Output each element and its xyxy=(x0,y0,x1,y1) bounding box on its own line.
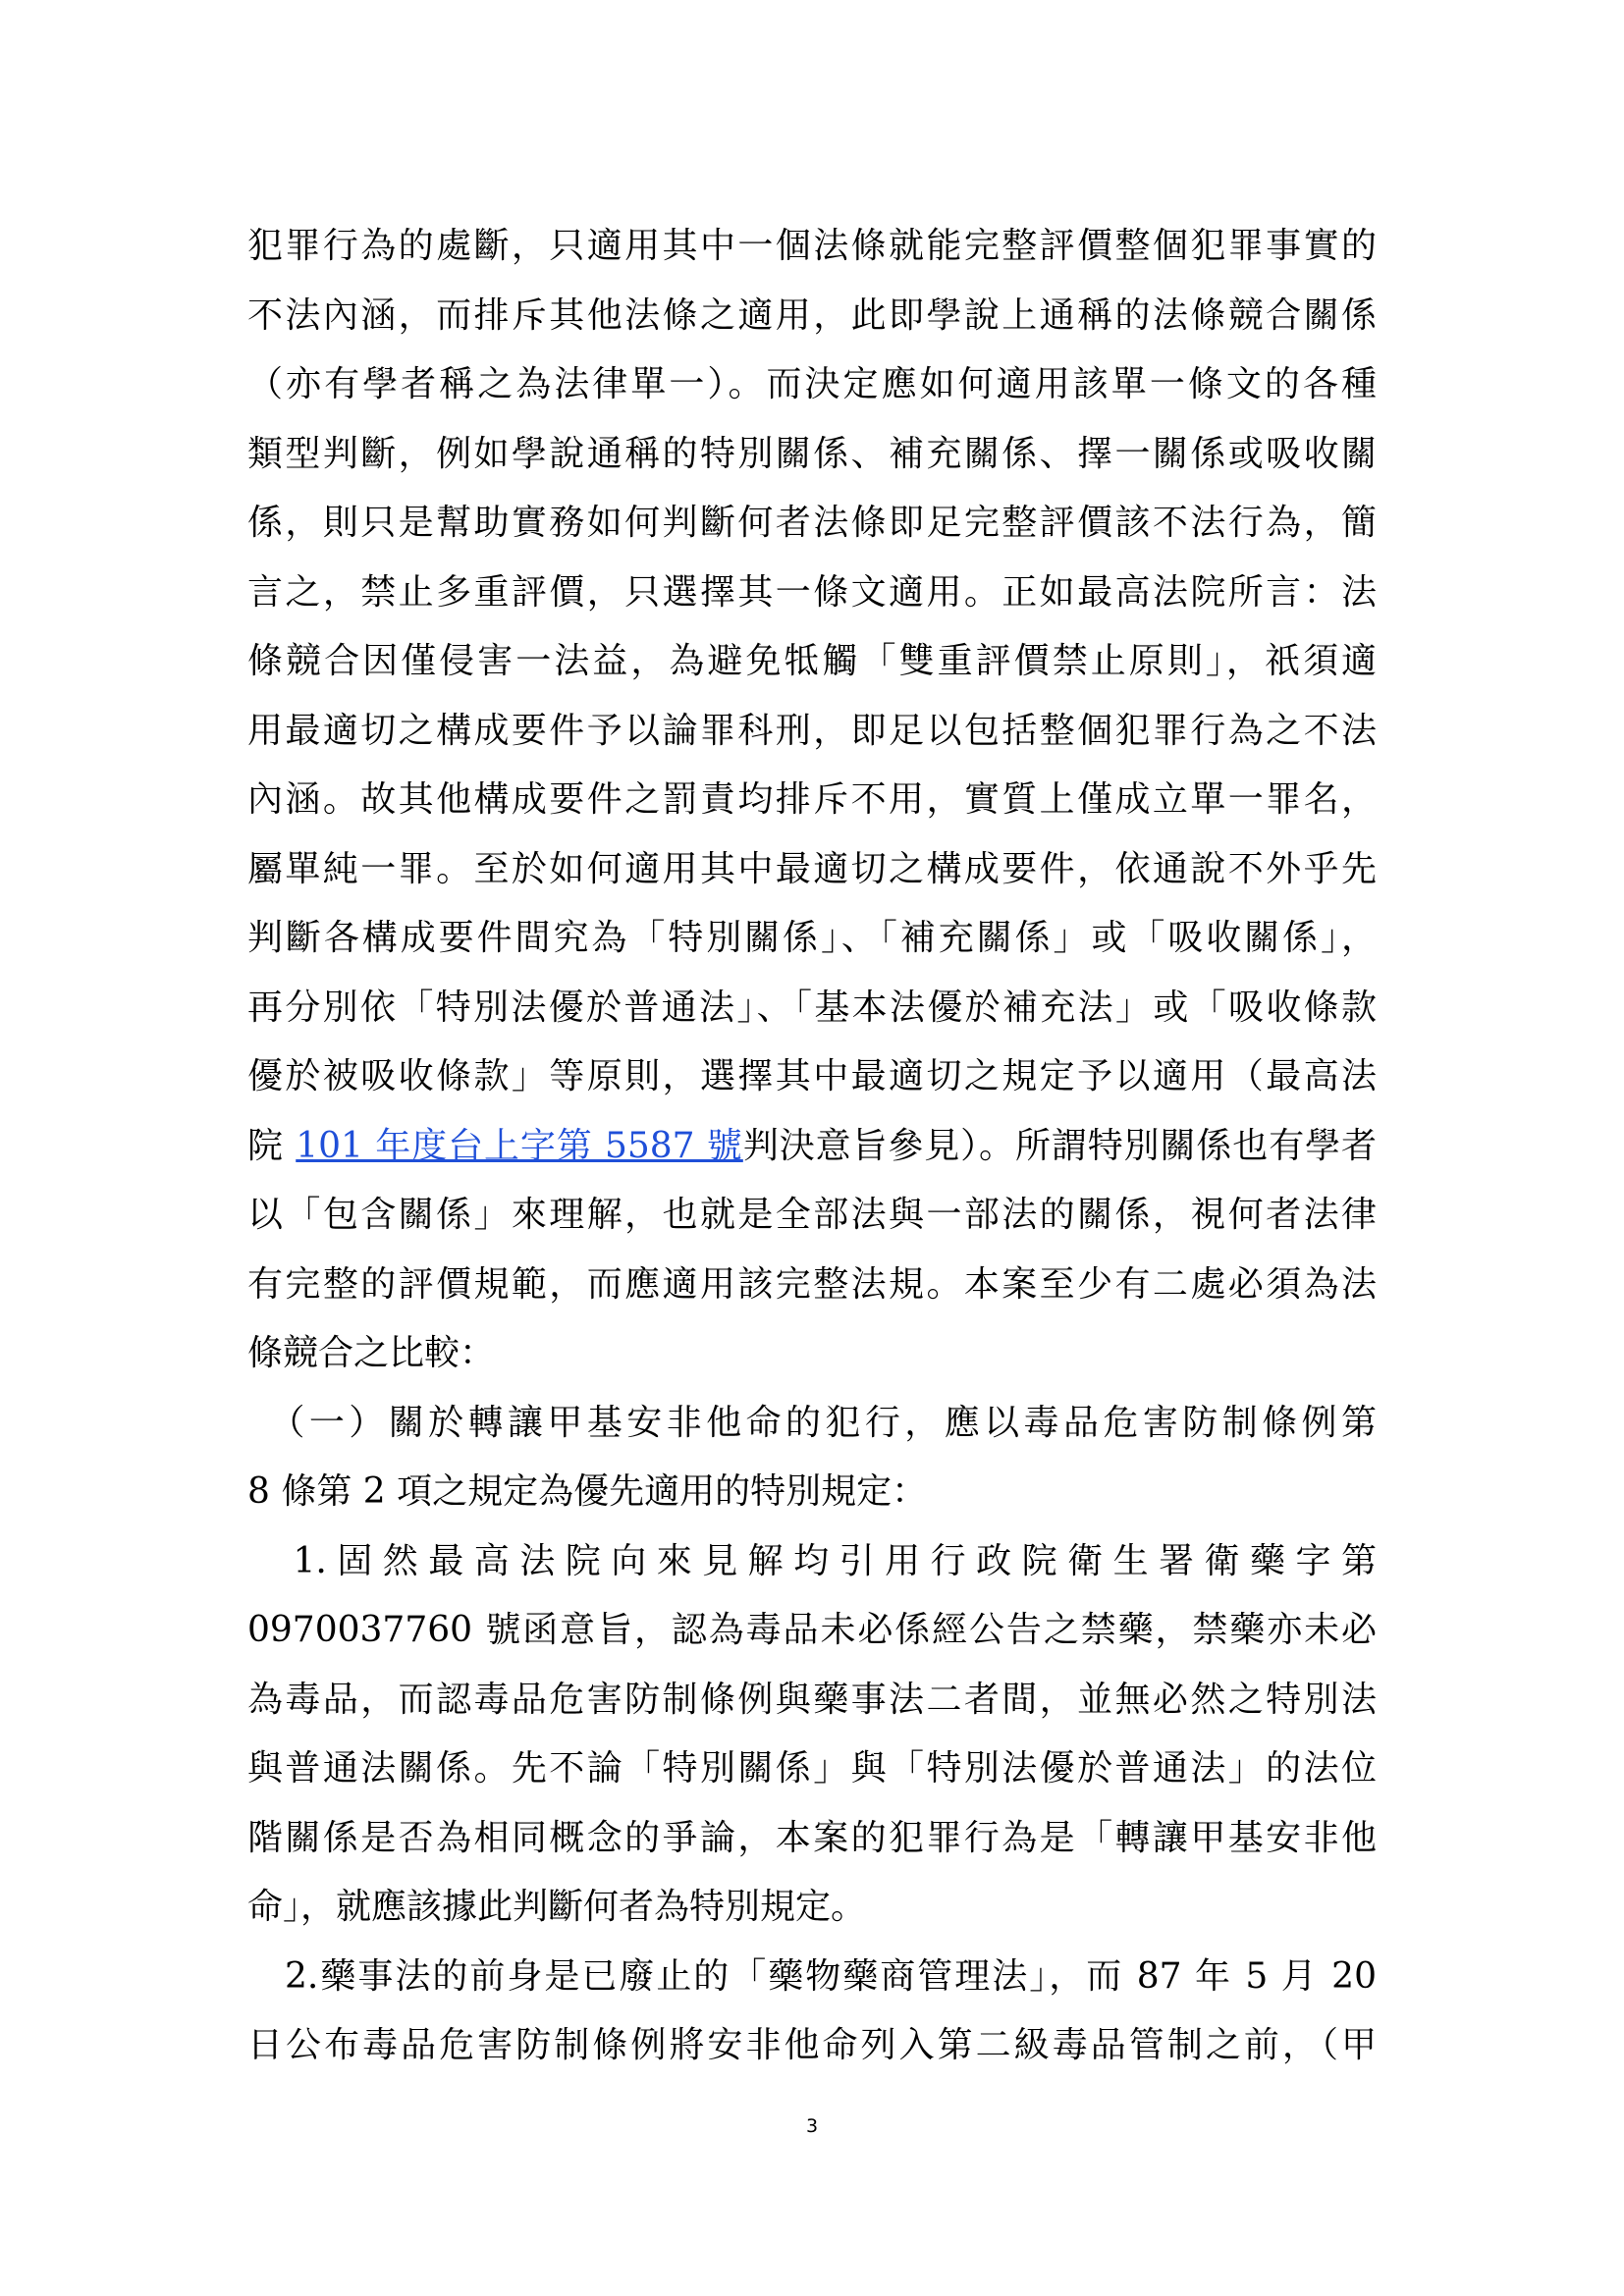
section-heading-line: 8 條第 2 項之規定為優先適用的特別規定： xyxy=(247,1471,928,1512)
citation-link[interactable]: 101 年度台上字第 5587 號 xyxy=(296,1125,743,1166)
point-1-line: 命」，就應該據此判斷何者為特別規定。 xyxy=(247,1887,867,1927)
text-line: 以「包含關係」來理解，也就是全部法與一部法的關係，視何者法律 xyxy=(247,1195,1377,1235)
text-line: 條競合因僅侵害一法益，為避免牴觸「雙重評價禁止原則」，祇須適 xyxy=(247,641,1377,681)
document-body xyxy=(247,212,1377,2081)
text-segment: 院 xyxy=(247,1125,297,1166)
page-number: 3 xyxy=(805,2115,819,2137)
text-line: 內涵。故其他構成要件之罰責均排斥不用，實質上僅成立單一罪名， xyxy=(247,779,1377,820)
point-2-line: 2.藥事法的前身是已廢止的「藥物藥商管理法」，而 87 年 5 月 20 xyxy=(247,1955,1377,1997)
point-1-line: 為毒品，而認毒品危害防制條例與藥事法二者間，並無必然之特別法 xyxy=(247,1679,1377,1720)
point-1-line: 1.固然最高法院向來見解均引用行政院衛生署衛藥字第 xyxy=(247,1540,1377,1581)
text-line: （亦有學者稱之為法律單一）。而決定應如何適用該單一條文的各種 xyxy=(247,364,1377,404)
text-line: 條競合之比較： xyxy=(247,1333,496,1373)
text-line: 有完整的評價規範，而應適用該完整法規。本案至少有二處必須為法 xyxy=(247,1263,1377,1305)
text-line: 不法內涵，而排斥其他法條之適用，此即學說上通稱的法條競合關係 xyxy=(247,294,1377,336)
text-line: 判斷各構成要件間究為「特別關係」、「補充關係」或「吸收關係」， xyxy=(247,918,1377,958)
text-line: 再分別依「特別法優於普通法」、「基本法優於補充法」或「吸收條款 xyxy=(247,987,1377,1028)
text-line: 言之，禁止多重評價，只選擇其一條文適用。正如最高法院所言：法 xyxy=(247,571,1377,613)
text-line-with-citation xyxy=(247,1112,1377,1182)
text-line: 優於被吸收條款」等原則，選擇其中最適切之規定予以適用（最高法 xyxy=(247,1056,1377,1096)
text-line: 用最適切之構成要件予以論罪科刑，即足以包括整個犯罪行為之不法 xyxy=(247,710,1377,751)
text-segment: 判決意旨參見）。所謂特別關係也有學者 xyxy=(742,1125,1377,1166)
text-line: 類型判斷，例如學說通稱的特別關係、補充關係、擇一關係或吸收關 xyxy=(247,433,1377,474)
section-heading-line: （一）關於轉讓甲基安非他命的犯行，應以毒品危害防制條例第 xyxy=(247,1402,1377,1443)
point-2-line: 日公布毒品危害防制條例將安非他命列入第二級毒品管制之前，（甲 xyxy=(247,2025,1377,2065)
point-1-line: 0970037760 號函意旨，認為毒品未必係經公告之禁藥，禁藥亦未必 xyxy=(247,1610,1377,1650)
text-line: 犯罪行為的處斷，只適用其中一個法條就能完整評價整個犯罪事實的 xyxy=(247,226,1377,266)
text-line: 係，則只是幫助實務如何判斷何者法條即足完整評價該不法行為，簡 xyxy=(247,503,1377,543)
point-1-line: 與普通法關係。先不論「特別關係」與「特別法優於普通法」的法位 xyxy=(247,1748,1377,1789)
point-1-line: 階關係是否為相同概念的爭論，本案的犯罪行為是「轉讓甲基安非他 xyxy=(247,1817,1377,1858)
text-line: 屬單純一罪。至於如何適用其中最適切之構成要件，依通說不外乎先 xyxy=(247,848,1377,889)
